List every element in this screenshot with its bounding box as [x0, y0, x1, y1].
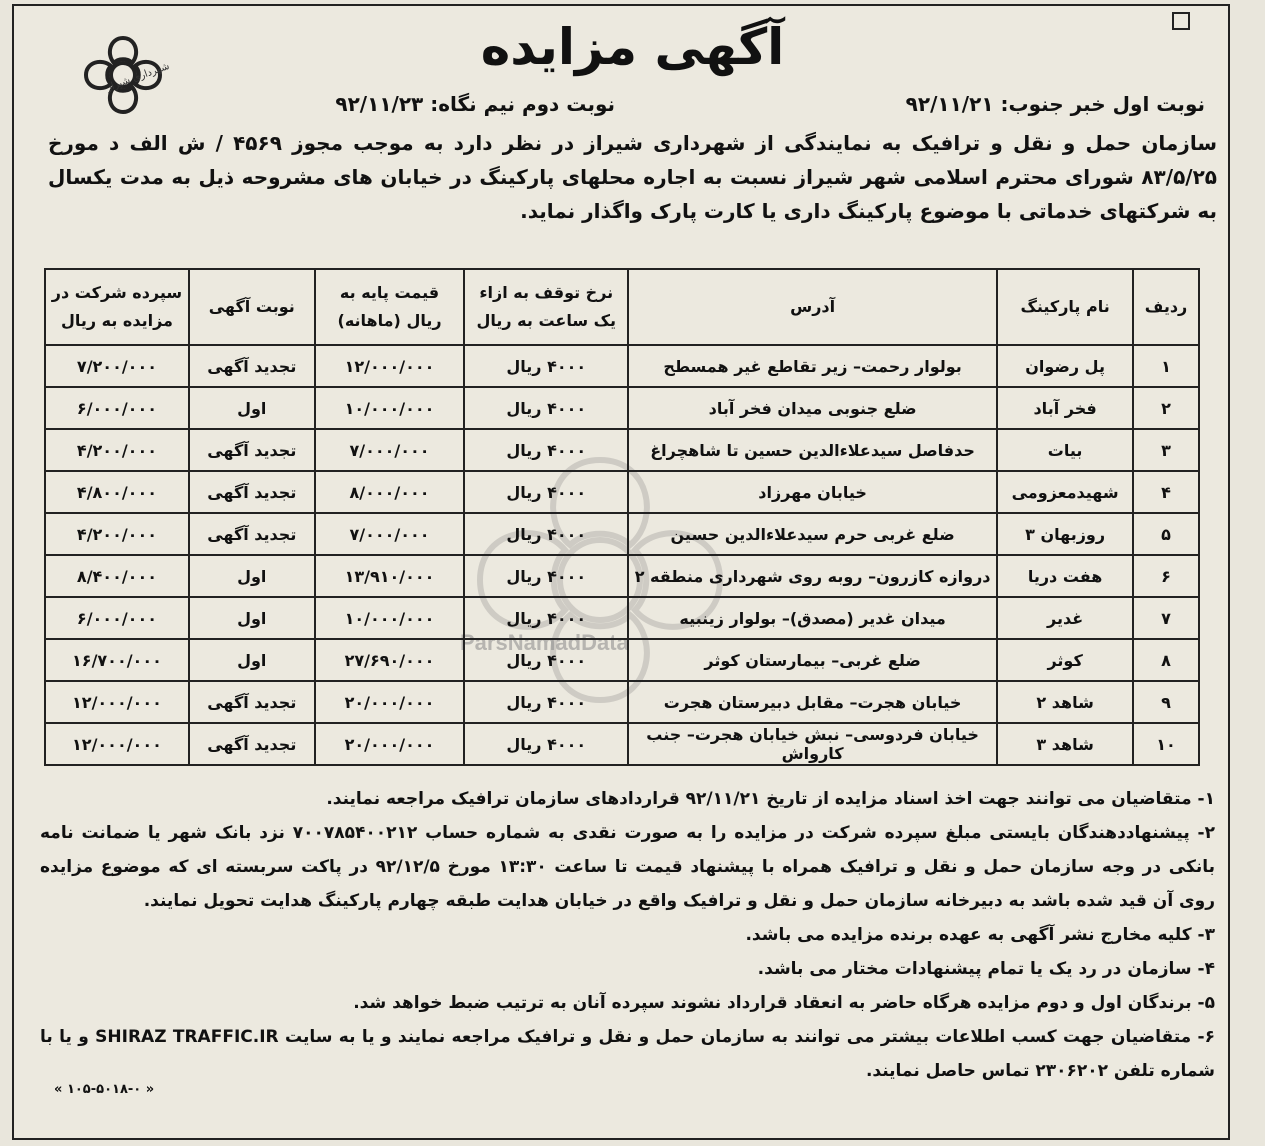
table-row: [45, 387, 1199, 429]
table-row: [45, 681, 1199, 723]
deposit: ۱۶/۷۰۰/۰۰۰: [45, 639, 189, 681]
address: بولوار رحمت– زیر تقاطع غیر همسطح: [628, 345, 997, 387]
row-number: ۷: [1133, 597, 1199, 639]
header-hourly-rate: نرخ توقف به ازاء یک ساعت به ریال: [464, 269, 628, 345]
base-price: ۷/۰۰۰/۰۰۰: [315, 429, 465, 471]
address: دروازه کازرون– روبه روی شهرداری منطقه ۲: [628, 555, 997, 597]
base-price: ۲۰/۰۰۰/۰۰۰: [315, 681, 465, 723]
row-number: ۶: [1133, 555, 1199, 597]
deposit: ۶/۰۰۰/۰۰۰: [45, 387, 189, 429]
parking-name: پل رضوان: [997, 345, 1133, 387]
header-base-price: قیمت پایه به ریال (ماهانه): [315, 269, 465, 345]
row-number: ۱: [1133, 345, 1199, 387]
parking-name: بیات: [997, 429, 1133, 471]
row-number: ۵: [1133, 513, 1199, 555]
parking-name: شاهد ۲: [997, 681, 1133, 723]
row-number: ۸: [1133, 639, 1199, 681]
table-row: [45, 555, 1199, 597]
deposit: ۴/۸۰۰/۰۰۰: [45, 471, 189, 513]
hourly-rate: ۴۰۰۰ ریال: [464, 471, 628, 513]
hourly-rate: ۴۰۰۰ ریال: [464, 597, 628, 639]
address: خیابان مهرزاد: [628, 471, 997, 513]
table-row: [45, 429, 1199, 471]
deposit: ۴/۲۰۰/۰۰۰: [45, 513, 189, 555]
hourly-rate: ۴۰۰۰ ریال: [464, 513, 628, 555]
row-number: ۲: [1133, 387, 1199, 429]
watermark-text: ParsNamadData: [460, 630, 629, 655]
address: حدفاصل سیدعلاءالدین حسین تا شاهچراغ: [628, 429, 997, 471]
header-parking-name: نام پارکینگ: [997, 269, 1133, 345]
notice-round: تجدید آگهی: [189, 471, 315, 513]
parking-name: شاهد ۳: [997, 723, 1133, 765]
address: ضلع غربی حرم سیدعلاءالدین حسین: [628, 513, 997, 555]
condition-item: ۲- پیشنهاددهندگان بایستی مبلغ سپرده شرکت در مزایده را به صورت نقدی به شماره حساب ۷۰۰۷۸۵۴۰۰۲۱۲ نزد بانک شهر یا ضمانت نامه بانکی در وجه سازمان حمل و نقل و ترافیک همراه با پیشنهاد قیمت تا ساعت ۱۳:۳۰ مورخ ۹۲/۱۲/۵ در پاکت سربسته ای که موضوع مزایده روی آن قید شده باشد به دبیرخانه سازمان حمل و نقل و ترافیک واقع در خیابان هدایت طبقه چهارم پارکینگ هدایت تحویل نمایند.: [40, 823, 1215, 911]
row-number: ۳: [1133, 429, 1199, 471]
conditions-list: [40, 782, 1215, 1088]
condition-item: ۱- متقاضیان می توانند جهت اخذ اسناد مزایده از تاریخ ۹۲/۱۱/۲۱ قراردادهای سازمان ترافیک مراجعه نمایند.: [326, 789, 1215, 809]
base-price: ۱۰/۰۰۰/۰۰۰: [315, 387, 465, 429]
hourly-rate: ۴۰۰۰ ریال: [464, 639, 628, 681]
deposit: ۱۲/۰۰۰/۰۰۰: [45, 723, 189, 765]
parking-name: هفت دریا: [997, 555, 1133, 597]
hourly-rate: ۴۰۰۰ ریال: [464, 555, 628, 597]
notice-round: تجدید آگهی: [189, 345, 315, 387]
notice-round: اول: [189, 387, 315, 429]
deposit: ۶/۰۰۰/۰۰۰: [45, 597, 189, 639]
intro-paragraph: سازمان حمل و نقل و ترافیک به نمایندگی از شهرداری شیراز در نظر دارد به موجب مجوز ۴۵۶۹ / ش الف د مورخ ۸۳/۵/۲۵ شورای محترم اسلامی شهر شیراز نسبت به اجاره محلهای پارکینگ در خیابان های مشروحه ذیل به مدت یکسال به شرکتهای خدماتی با موضوع پارکینگ داری یا کارت پارک واگذار نماید.: [48, 131, 1217, 223]
parking-name: روزبهان ۳: [997, 513, 1133, 555]
header-deposit: سپرده شرکت در مزایده به ریال: [45, 269, 189, 345]
base-price: ۱۳/۹۱۰/۰۰۰: [315, 555, 465, 597]
condition-item: ۴- سازمان در رد یک یا تمام پیشنهادات مختار می باشد.: [757, 959, 1215, 979]
row-number: ۴: [1133, 471, 1199, 513]
deposit: ۷/۲۰۰/۰۰۰: [45, 345, 189, 387]
first-notice: نوبت اول خبر جنوب: ۹۲/۱۱/۲۱: [905, 92, 1205, 116]
notice-round: تجدید آگهی: [189, 723, 315, 765]
parking-name: شهیدمعزومی: [997, 471, 1133, 513]
hourly-rate: ۴۰۰۰ ریال: [464, 387, 628, 429]
reference-code: « ۱۰۵-۵۰۱۸-۰ »: [54, 1082, 155, 1097]
notice-round: تجدید آگهی: [189, 681, 315, 723]
condition-item: ۳- کلیه مخارج نشر آگهی به عهده برنده مزایده می باشد.: [745, 925, 1215, 945]
table-row: [45, 639, 1199, 681]
address: ضلع جنوبی میدان فخر آباد: [628, 387, 997, 429]
parking-name: غدیر: [997, 597, 1133, 639]
hourly-rate: ۴۰۰۰ ریال: [464, 429, 628, 471]
hourly-rate: ۴۰۰۰ ریال: [464, 345, 628, 387]
base-price: ۱۲/۰۰۰/۰۰۰: [315, 345, 465, 387]
notice-round: تجدید آگهی: [189, 429, 315, 471]
table-row: [45, 597, 1199, 639]
table-row: [45, 345, 1199, 387]
base-price: ۸/۰۰۰/۰۰۰: [315, 471, 465, 513]
page-title: آگهی مزایده: [480, 18, 785, 76]
parking-name: فخر آباد: [997, 387, 1133, 429]
deposit: ۱۲/۰۰۰/۰۰۰: [45, 681, 189, 723]
header-row-number: ردیف: [1133, 269, 1199, 345]
header-address: آدرس: [628, 269, 997, 345]
address: خیابان فردوسی– نبش خیابان هجرت– جنب کارواش: [628, 723, 997, 765]
parking-name: کوثر: [997, 639, 1133, 681]
deposit: ۸/۴۰۰/۰۰۰: [45, 555, 189, 597]
base-price: ۱۰/۰۰۰/۰۰۰: [315, 597, 465, 639]
address: ضلع غربی– بیمارستان کوثر: [628, 639, 997, 681]
hourly-rate: ۴۰۰۰ ریال: [464, 681, 628, 723]
notice-round: اول: [189, 597, 315, 639]
row-number: ۱۰: [1133, 723, 1199, 765]
table-row: [45, 513, 1199, 555]
notice-round: اول: [189, 639, 315, 681]
notice-round: تجدید آگهی: [189, 513, 315, 555]
table-row: [45, 471, 1199, 513]
address: خیابان هجرت– مقابل دبیرستان هجرت: [628, 681, 997, 723]
deposit: ۴/۲۰۰/۰۰۰: [45, 429, 189, 471]
row-number: ۹: [1133, 681, 1199, 723]
parking-table: [44, 268, 1200, 766]
address: میدان غدیر (مصدق)– بولوار زینبیه: [628, 597, 997, 639]
table-row: [45, 723, 1199, 765]
base-price: ۲۷/۶۹۰/۰۰۰: [315, 639, 465, 681]
second-notice: نوبت دوم نیم نگاه: ۹۲/۱۱/۲۳: [335, 92, 615, 116]
header-notice-round: نوبت آگهی: [189, 269, 315, 345]
base-price: ۷/۰۰۰/۰۰۰: [315, 513, 465, 555]
hourly-rate: ۴۰۰۰ ریال: [464, 723, 628, 765]
condition-item: ۵- برندگان اول و دوم مزایده هرگاه حاضر به انعقاد قرارداد نشوند سپرده آنان به ترتیب ضبط خواهد شد.: [353, 993, 1215, 1013]
table-header-row: [45, 269, 1199, 345]
condition-item: ۶- متقاضیان جهت کسب اطلاعات بیشتر می توانند به سازمان حمل و نقل و ترافیک مراجعه نمایند و یا به سایت SHIRAZ TRAFFIC.IR و یا با شماره تلفن ۲۳۰۶۲۰۲ تماس حاصل نمایند.: [40, 1027, 1215, 1081]
logo-caption: شهرداری شیراز: [105, 60, 172, 94]
notice-round: اول: [189, 555, 315, 597]
base-price: ۲۰/۰۰۰/۰۰۰: [315, 723, 465, 765]
